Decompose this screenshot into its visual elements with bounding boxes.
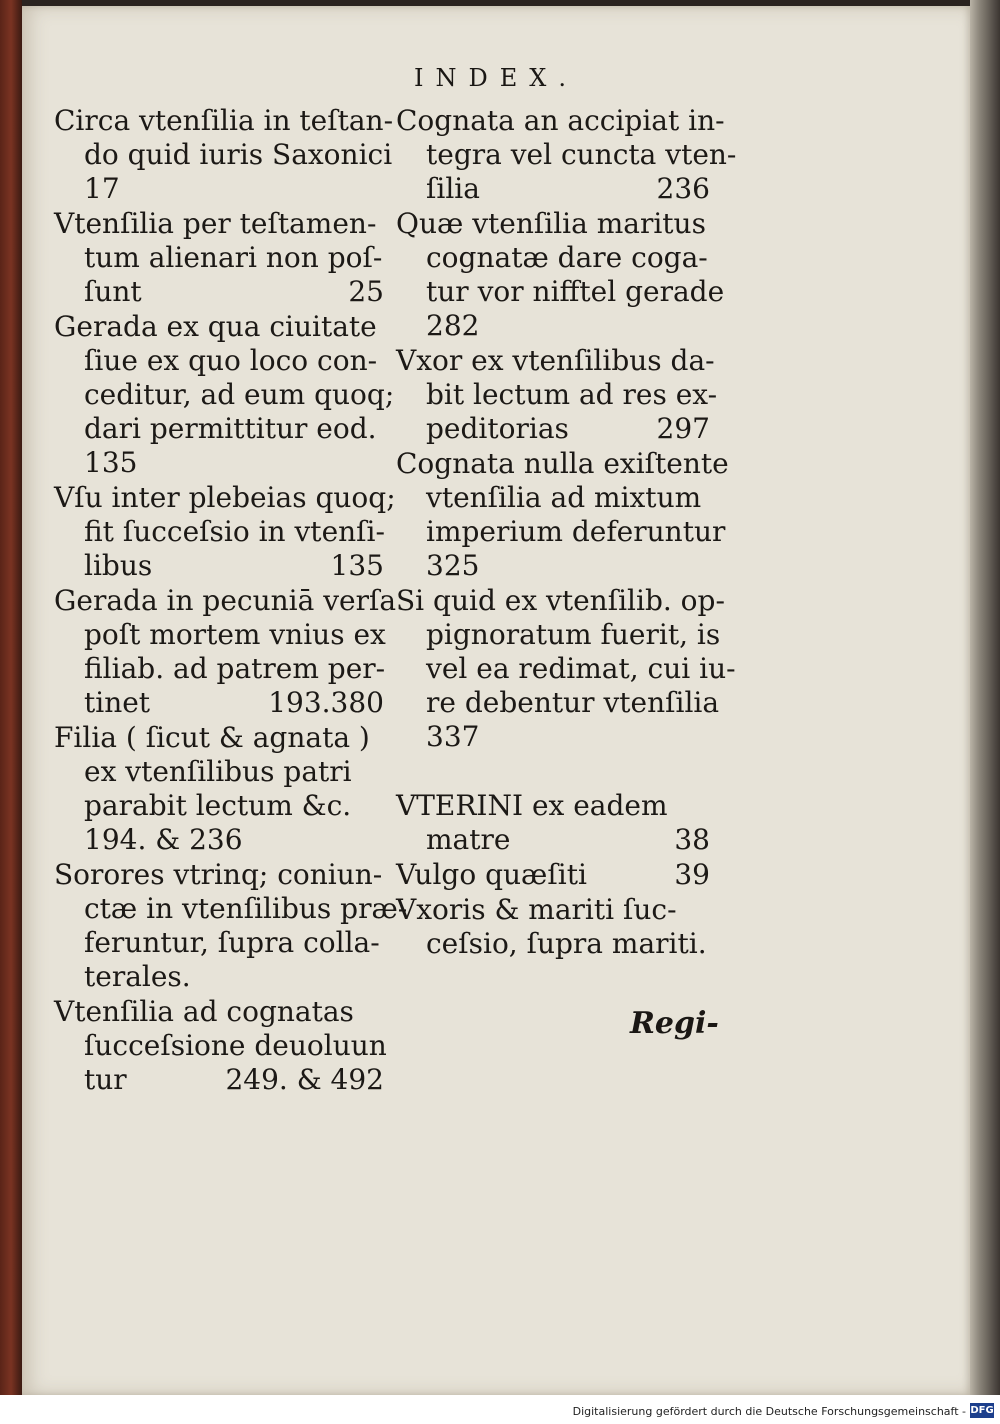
page-reference: 135 bbox=[330, 549, 384, 582]
index-entry-line: Circa vtenſilia in teſtan- bbox=[54, 104, 394, 137]
entry-text: Vulgo quæſiti bbox=[396, 858, 587, 891]
page-reference: 39 bbox=[674, 858, 710, 891]
index-entry-line: do quid iuris Saxonici bbox=[84, 138, 393, 171]
index-entry-line: Filia ( ſicut & agnata ) bbox=[54, 721, 370, 754]
index-entry-line: Gerada ex qua ciuitate bbox=[54, 310, 377, 343]
index-entry bbox=[54, 584, 397, 720]
index-entry-line: filiab. ad patrem per- bbox=[84, 652, 386, 685]
index-entry-line bbox=[54, 1063, 384, 1097]
index-entry-line: imperium deferuntur bbox=[426, 515, 726, 548]
index-entry-line: tum alienari non poſ- bbox=[84, 241, 383, 274]
index-entry-line: 194. & 236 bbox=[84, 823, 243, 856]
index-entry bbox=[396, 893, 710, 961]
index-entry bbox=[396, 344, 718, 446]
index-entry-line bbox=[396, 172, 710, 206]
index-entry-line: pignoratum fuerit, is bbox=[426, 618, 721, 651]
page-reference: 297 bbox=[656, 412, 710, 445]
index-entry-line: Gerada in pecuniā verſa bbox=[54, 584, 397, 617]
index-entry-line: Sorores vtrinq; coniun- bbox=[54, 858, 383, 891]
index-entry-line: Vxor ex vtenſilibus da- bbox=[396, 344, 715, 377]
index-entry-line: Vtenſilia ad cognatas bbox=[54, 995, 354, 1028]
entry-text: tur bbox=[84, 1063, 127, 1096]
index-entry-line: VTERINI ex eadem bbox=[396, 789, 668, 822]
index-entry-line: Quæ vtenſilia maritus bbox=[396, 207, 706, 240]
index-entry bbox=[54, 104, 394, 206]
footer-credit: Digitalisierung gefördert durch die Deutsche Forschungsgemeinschaft - bbox=[572, 1405, 966, 1418]
index-entry bbox=[396, 447, 729, 583]
index-entry bbox=[54, 858, 408, 994]
index-entry-line: parabit lectum &c. bbox=[84, 789, 352, 822]
page-stack-edge bbox=[970, 0, 1000, 1395]
page-reference: 25 bbox=[348, 275, 384, 308]
page-reference: 236 bbox=[656, 172, 710, 205]
index-entry bbox=[54, 721, 384, 857]
index-entry-line: cognatæ dare coga- bbox=[426, 241, 708, 274]
index-entry-line: Cognata an accipiat in- bbox=[396, 104, 725, 137]
index-entry-line: Si quid ex vtenſilib. op- bbox=[396, 584, 725, 617]
index-entry-line bbox=[54, 686, 384, 720]
index-entry-line bbox=[54, 275, 384, 309]
index-entry-line: 135 bbox=[84, 446, 138, 479]
index-entry bbox=[396, 584, 736, 754]
index-entry bbox=[396, 104, 737, 206]
entry-text: libus bbox=[84, 549, 153, 582]
index-entry-line: fit ſucceſsio in vtenſi- bbox=[84, 515, 385, 548]
index-entry-line: 325 bbox=[426, 549, 480, 582]
index-entry bbox=[396, 858, 710, 892]
dfg-logo: DFG bbox=[970, 1405, 994, 1416]
index-entry-line: bit lectum ad res ex- bbox=[426, 378, 718, 411]
index-column-right bbox=[396, 104, 737, 962]
index-entry bbox=[54, 481, 396, 583]
index-entry-line: re debentur vtenſilia bbox=[426, 686, 720, 719]
index-entry-line: ctæ in vtenſilibus præ- bbox=[84, 892, 408, 925]
index-entry bbox=[54, 207, 384, 309]
index-entry bbox=[396, 789, 710, 857]
index-entry-line: Cognata nulla exiſtente bbox=[396, 447, 729, 480]
index-entry-line: ceſsio, ſupra mariti. bbox=[426, 927, 707, 960]
catchword: Regi- bbox=[630, 1006, 719, 1041]
index-entry-line: poſt mortem vnius ex bbox=[84, 618, 386, 651]
page-header: INDEX. bbox=[414, 64, 578, 92]
index-entry-line: Vſu inter plebeias quoq; bbox=[54, 481, 396, 514]
index-entry-line: vel ea redimat, cui iu- bbox=[426, 652, 736, 685]
index-entry bbox=[54, 995, 387, 1097]
index-entry-line bbox=[396, 858, 710, 892]
index-entry-line: ſucceſsione deuoluun bbox=[84, 1029, 387, 1062]
index-entry-line: ſiue ex quo loco con- bbox=[84, 344, 378, 377]
index-entry-line: tur vor nifftel gerade bbox=[426, 275, 725, 308]
index-column-left bbox=[54, 104, 408, 1098]
entry-text: ſunt bbox=[84, 275, 142, 308]
entry-text: matre bbox=[426, 823, 511, 856]
index-entry-line: 337 bbox=[426, 720, 480, 753]
index-entry-line: vtenſilia ad mixtum bbox=[426, 481, 702, 514]
index-entry-line bbox=[54, 549, 384, 583]
index-entry bbox=[396, 207, 725, 343]
entry-text: peditorias bbox=[426, 412, 569, 445]
index-entry bbox=[54, 310, 395, 480]
index-entry-line bbox=[396, 412, 710, 446]
column-spacer bbox=[396, 755, 710, 789]
page-reference: 249. & 492 bbox=[225, 1063, 384, 1096]
page-reference: 38 bbox=[674, 823, 710, 856]
index-entry-line: Vxoris & mariti ſuc- bbox=[396, 893, 677, 926]
index-entry-line: dari permittitur eod. bbox=[84, 412, 377, 445]
book-spine-edge bbox=[0, 0, 22, 1395]
page-reference: 193.380 bbox=[268, 686, 384, 719]
index-entry-line: 17 bbox=[84, 172, 120, 205]
index-entry-line: feruntur, ſupra colla- bbox=[84, 926, 380, 959]
index-entry-line: tegra vel cuncta vten- bbox=[426, 138, 737, 171]
index-entry-line bbox=[396, 823, 710, 857]
book-page bbox=[22, 6, 970, 1395]
entry-text: tinet bbox=[84, 686, 151, 719]
index-entry-line: terales. bbox=[84, 960, 191, 993]
entry-text: ſilia bbox=[426, 172, 480, 205]
index-entry-line: ceditur, ad eum quoq; bbox=[84, 378, 395, 411]
index-entry-line: ex vtenſilibus patri bbox=[84, 755, 352, 788]
index-entry-line: 282 bbox=[426, 309, 480, 342]
index-entry-line: Vtenſilia per teſtamen- bbox=[54, 207, 377, 240]
